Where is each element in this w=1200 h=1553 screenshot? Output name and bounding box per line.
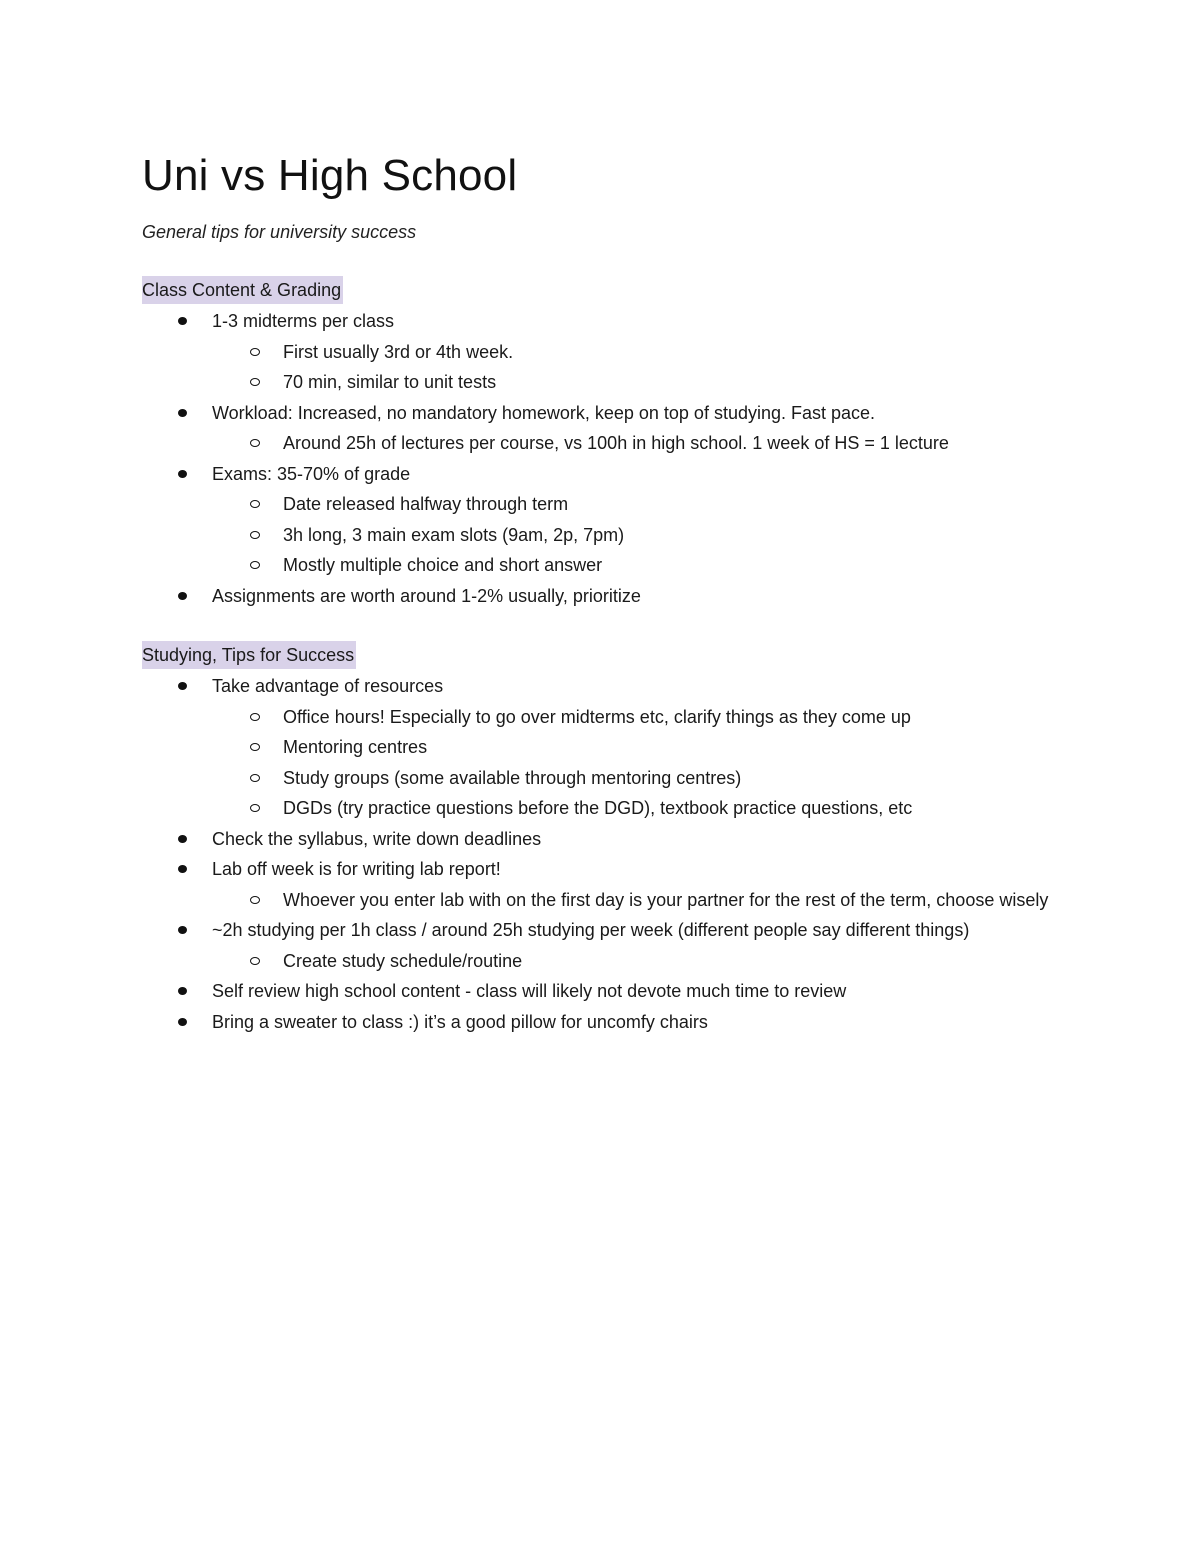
list-item <box>142 671 1082 824</box>
bullet-icon <box>178 409 187 417</box>
sub-list-item <box>212 946 1082 977</box>
sub-list <box>212 489 1082 581</box>
sub-list-item <box>212 367 1082 398</box>
sub-list-item <box>212 793 1082 824</box>
sub-list-item <box>212 702 1082 733</box>
list-item <box>142 915 1082 976</box>
bullet-icon <box>178 1018 187 1026</box>
sub-list-item-text: DGDs (try practice questions before the DGD), textbook practice questions, etc <box>283 798 913 818</box>
bullet-icon <box>178 317 187 325</box>
list-item-text: Self review high school content - class will likely not devote much time to review <box>212 981 847 1001</box>
hollow-bullet-icon <box>250 804 260 812</box>
sub-list-item-text: Create study schedule/routine <box>283 950 523 971</box>
sub-list-item <box>212 550 1082 581</box>
list-item <box>142 306 1082 398</box>
list-item-text: Check the syllabus, write down deadlines <box>212 828 542 849</box>
document-title: Uni vs High School <box>142 151 518 200</box>
hollow-bullet-icon <box>250 439 260 447</box>
list-item-text: Exams: 35-70% of grade <box>212 463 411 484</box>
hollow-bullet-icon <box>250 957 260 965</box>
sub-list-item-text: Study groups (some available through mentoring centres) <box>283 767 742 788</box>
bullet-icon <box>178 926 187 934</box>
sub-list-item <box>212 763 1082 794</box>
hollow-bullet-icon <box>250 348 260 356</box>
document-page <box>142 148 1082 1037</box>
bullet-list <box>142 671 1082 1037</box>
sub-list-item <box>212 520 1082 551</box>
list-item-text: Assignments are worth around 1-2% usually, prioritize <box>212 585 641 606</box>
sub-list-item <box>212 337 1082 368</box>
hollow-bullet-icon <box>250 774 260 782</box>
list-item-text: Bring a sweater to class :) it’s a good pillow for uncomfy chairs <box>212 1011 708 1032</box>
list-item-text: Workload: Increased, no mandatory homework, keep on top of studying. Fast pace. <box>212 402 876 423</box>
sub-list <box>212 885 1082 916</box>
section-heading: Class Content & Grading <box>142 276 343 304</box>
sub-list-item-text: 3h long, 3 main exam slots (9am, 2p, 7pm) <box>283 524 625 545</box>
list-item <box>142 824 1082 855</box>
hollow-bullet-icon <box>250 500 260 508</box>
sub-list <box>212 428 1082 459</box>
sub-list-item-text: 70 min, similar to unit tests <box>283 372 497 392</box>
sub-list-item-text: Date released halfway through term <box>283 494 569 514</box>
sub-list <box>212 337 1082 398</box>
sub-list-item <box>212 489 1082 520</box>
list-item <box>142 459 1082 581</box>
sub-list <box>212 946 1082 977</box>
list-item-text: Take advantage of resources <box>212 676 444 696</box>
hollow-bullet-icon <box>250 561 260 569</box>
section-studying-tips <box>142 641 1082 1037</box>
sub-list-item <box>212 428 1082 459</box>
sub-list-item-text: Office hours! Especially to go over midterms etc, clarify things as they come up <box>283 706 911 727</box>
sub-list-item <box>212 732 1082 763</box>
list-item <box>142 398 1082 459</box>
hollow-bullet-icon <box>250 531 260 539</box>
list-item-text: Lab off week is for writing lab report! <box>212 859 501 879</box>
sub-list-item-text: First usually 3rd or 4th week. <box>283 341 514 362</box>
sub-list-item-text: Whoever you enter lab with on the first day is your partner for the rest of the term, choose wisely <box>283 889 1049 910</box>
sub-list <box>212 702 1082 824</box>
hollow-bullet-icon <box>250 378 260 386</box>
list-item <box>142 581 1082 612</box>
list-item <box>142 1007 1082 1038</box>
sub-list-item-text: Mentoring centres <box>283 737 428 757</box>
bullet-list <box>142 306 1082 611</box>
hollow-bullet-icon <box>250 713 260 721</box>
section-heading: Studying, Tips for Success <box>142 641 356 669</box>
bullet-icon <box>178 987 187 995</box>
hollow-bullet-icon <box>250 896 260 904</box>
list-item <box>142 854 1082 915</box>
list-item <box>142 976 1082 1007</box>
bullet-icon <box>178 835 187 843</box>
bullet-icon <box>178 592 187 600</box>
sub-list-item-text: Mostly multiple choice and short answer <box>283 555 603 575</box>
list-item-text: 1-3 midterms per class <box>212 311 395 331</box>
bullet-icon <box>178 470 187 478</box>
list-item-text: ~2h studying per 1h class / around 25h studying per week (different people say different things) <box>212 920 970 940</box>
sub-list-item <box>212 885 1082 916</box>
bullet-icon <box>178 865 187 873</box>
hollow-bullet-icon <box>250 743 260 751</box>
bullet-icon <box>178 682 187 690</box>
section-class-content-grading <box>142 276 1082 611</box>
document-subtitle: General tips for university success <box>142 222 417 242</box>
sub-list-item-text: Around 25h of lectures per course, vs 100h in high school. 1 week of HS = 1 lecture <box>283 433 949 453</box>
